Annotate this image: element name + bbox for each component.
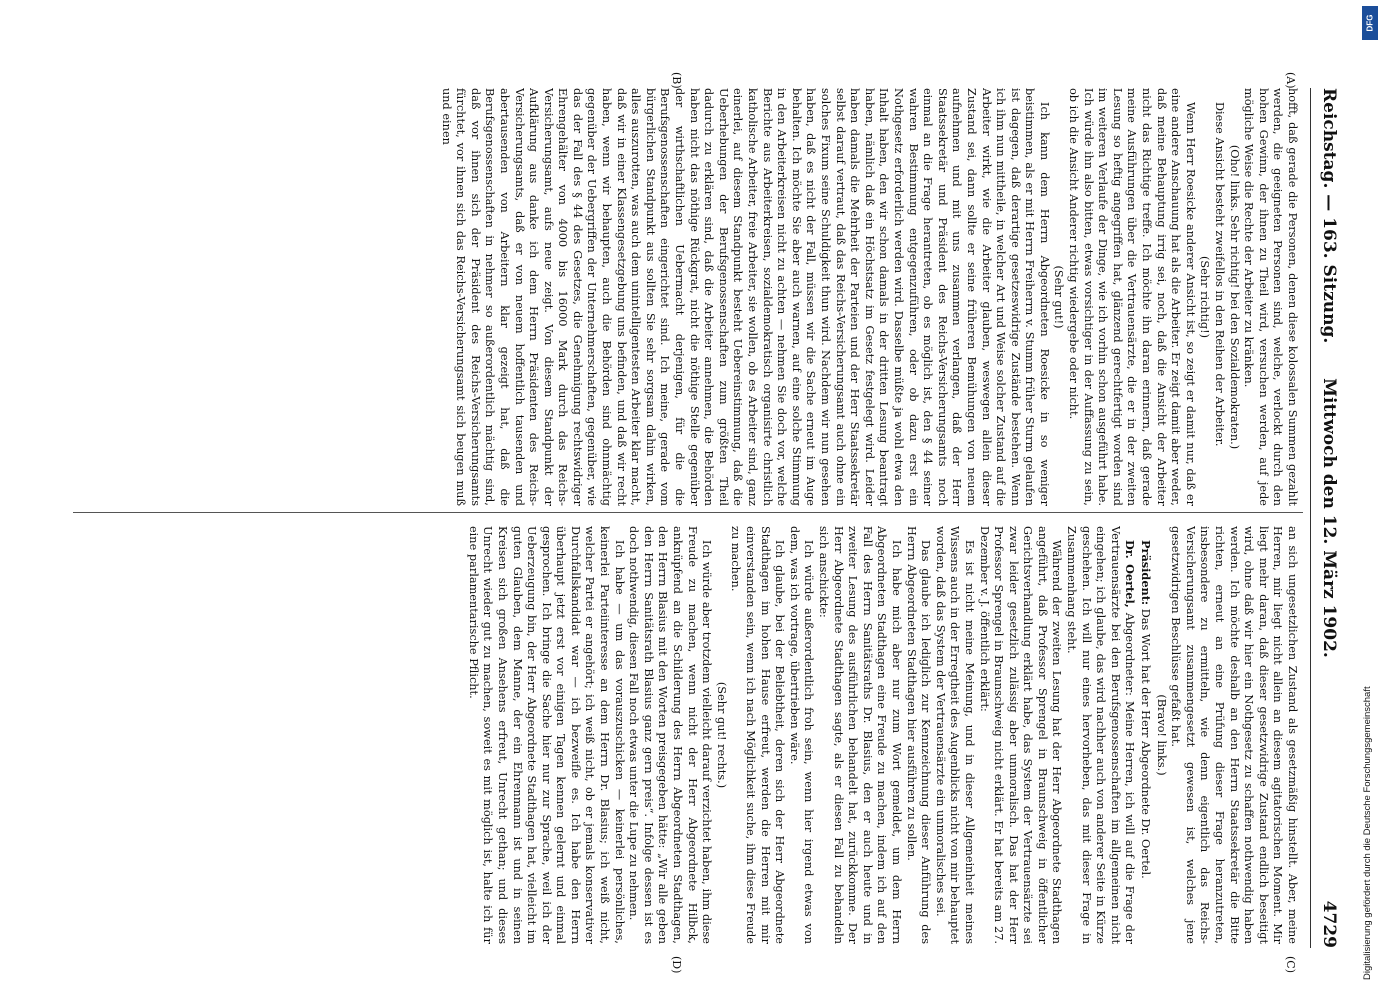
paragraph: hofft, daß gerade die Personen, denen diese kolossalen Summen gezahlt werden, die geeigneten Personen sind, welche, verlockt durch den hohen Gewinn, der ihnen zu Theil wird, versuchen werden, auf jede mögliche Weise die Rechte der Arbeiter zu kränken.: [1242, 88, 1299, 506]
speaker-paragraph: [1064, 526, 1138, 944]
paragraph-text: Abgeordneter: Meine Herren, ich will auf die Frage der Vertrauensärzte bei den Berufsgenossenschaften im allgemeinen nicht eingehen; ich glaube, das wird nachher auch von anderer Seite in Kürze geschehen. Ich will nur eines hervorheben, das mit dieser Frage in Zusammenhang steht.: [1065, 526, 1137, 944]
paragraph: Diese Ansicht besteht zweifellos in den Reihen der Arbeiter.: [1213, 102, 1227, 447]
paragraph: Das glaube ich lediglich zur Kennzeichnung dieser Anführung des Herrn Abgeordneten Stadthagen hier ausführen zu sollen.: [904, 526, 933, 944]
paragraph: Während der zweiten Lesung hat der Herr Abgeordnete Stadthagen angeführt, daß Professor Sprengel in Braunschweig in öffentlicher Gerichtsverhandlung erklärt habe, das System der Vertrauensärzte sei zwar leider gesetzlich zulässig aber unmoralisch. Das hat der Herr Professor Sprengel in Braunschweig nicht erklärt. Er hat bereits am 27. Dezember v. J. öffentlich erklärt:: [977, 526, 1064, 944]
paragraph: an sich ungesetzlichen Zustand als gesetzmäßig hinstellt. Aber, meine Herren, mir liegt nicht allein an diesem agitatorischen Moment. Mir liegt mehr daran, daß dieser gesetzwidrige Zustand endlich beseitigt wird, ohne daß wir hier ein Nothgesetz zu schaffen nothwendig haben werden. Ich möchte deshalb an den Herrn Staatssekretär die Bitte richten, erneut an eine Prüfung dieser Frage heranzutreten, insbesondere zu ermitteln, wie denn eigentlich das Reichs-Versicherungsamt zusammengesetzt gewesen ist, welches jene gesetzwidrigen Beschlüsse gefaßt hat.: [1169, 526, 1299, 944]
paragraph: Wenn Herr Roesicke anderer Ansicht ist, so zeigt er damit nur, daß er eine andere Anschauung hat als die Arbeiter. Er zeigt damit aber weder, daß meine Behauptung irrig sei, noch, daß die Ansicht der Arbeiter nicht das Richtige treffe. Ich möchte ihn daran erinnern, daß gerade meine Ausführungen über die Vertrauensärzte, die er in der zweiten Lesung so heftig angegriffen hat, glänzend gerechtfertigt worden sind im weiteren Verlaufe der Dinge, wie ich vorhin schon ausgeführt habe. Ich würde ihn also bitten, etwas vorsichtiger in der Auffassung zu sein, ob ich die Ansicht Anderer richtig wiedergebe oder nicht.: [1067, 88, 1197, 506]
digitization-credit: [1357, 100, 1379, 980]
page-number: 4729: [1319, 900, 1339, 948]
quotation: Es ist nicht meine Meinung, und in dieser Allgemeinheit meines Wissens auch in der Erregtheit des Augenblicks nicht von mir behauptet worden, daß das System der Vertrauensärzte ein unmoralisches sei.: [933, 526, 976, 944]
right-column: [69, 526, 1299, 944]
paragraph-text: Das Wort hat der Herr Abgeordnete Dr. Oertel.: [1139, 608, 1153, 879]
interjection: (Sehr gut!): [1052, 265, 1066, 329]
credit-text: Digitalisierung gefördert durch die Deutsche Forschungsgemeinschaft: [1362, 686, 1373, 980]
margin-mark-c: (C): [1284, 956, 1297, 973]
header-rule: [1310, 88, 1311, 948]
paragraph: Ich würde aber trotzdem vielleicht darauf verzichtet haben, ihm diese Freude zu machen, wenn nicht der Herr Abgeordnete Hilbck, anknüpfend an die Schilderung des Herrn Abgeordneten Stadthagen, den Herrn Blasius mit den Worten preisgegeben hätte: „Wir alle geben den Herrn Sanitätsrath Blasius ganz gern preis“. Infolge dessen ist es doch nothwendig, diesen Fall noch etwas unter die Lupe zu nehmen.: [627, 526, 714, 944]
speaker-name: Präsident:: [1139, 540, 1154, 606]
interjection: (Bravo! links.): [1154, 694, 1168, 776]
dfg-logo-text: DFG: [1365, 14, 1375, 32]
margin-mark-a: (A): [1284, 72, 1297, 89]
page-header: [1313, 88, 1343, 948]
margin-mark-d: (D): [670, 956, 683, 974]
speaker-name: Dr. Oertel,: [1123, 540, 1138, 608]
column-divider: [73, 512, 1303, 513]
paragraph: Ich kann dem Herrn Abgeordneten Roesicke in so weniger beistimmen, als er mit Herrn Freiherrn v. Stumm früher Sturm gelaufen ist dagegen, daß derartige gesetzeswidrige Zustände bestehen. Wenn ich ihm nun mittheile, in welcher Art und Weise solcher Zustand auf die Arbeiter wirkt, wie die Arbeiter glauben, weswegen allein dieser Zustand sei, dann sollte er seine früheren Bemühungen von neuem aufnehmen und mit uns zusammen verlangen, daß der Herr Staatssekretär und Präsident des Reichs-Versicherungsamts noch einmal an die Frage herantreten, ob es möglich ist, den § 44 seiner wahren Bestimmung entgegenzuführen, oder ob dazu erst ein Nothgesetz erforderlich werden wird. Dasselbe müßte ja wohl etwa den Inhalt haben, den wir schon damals in der dritten Lesung beantragt haben, nämlich daß ein Höchstsatz im Gesetz festgelegt wird. Leider haben damals die Mehrheit der Parteien und der Herr Staatssekretär selbst darauf vertraut, daß das Reichs-Versicherungsamt auch ohne ein solches Fixum seine Schuldigkeit thun wird. Nachdem wir nun gesehen haben, daß es nicht der Fall, müssen wir die Sache erneut im Auge behalten. Ich möchte Sie aber auch warnen, auf eine solche Stimmung in den Arbeiterkreisen nicht zu achten — nehmen Sie doch vor, welche Berichte aus Arbeiterkreisen, sozialdemokratisch organisirte christlich katholische Arbeiter, freie Arbeiter, sie wollen, ob es Arbeiter sind, ganz einerlei, auf diesem Standpunkt besteht Uebereinstimmung, daß die Ueberhebungen der Berufsgenossenschaften zum größten Theil dadurch zu erklären sind, daß die Arbeiter annehmen, die Behörden haben nicht das nöthige Rückgrat, nicht die nöthige Stelle gegenüber der wirthschaftlichen Uebermacht derjenigen, für die die Berufsgenossenschaften eingerichtet sind. Ich meine, gerade vom bürgerlichen Standpunkt aus sollten Sie sehr sorgsam dahin wirken, alles auszurotten, was auch dem unintelligentesten Arbeiter klar macht, daß wir in einer Klassengesetzgebung uns befinden, und daß wir recht haben, wenn wir behaupten, auch die Behörden sind ohnmächtig gegenüber der Uebergriffen der Unternehmerschaften, gegenüber, wie das der Fall des § 44 des Gesetzes, die Genehmigung rechtswidriger Ehrengehälter von 4000 bis 16000 Mark durch das Reichs-Versicherungsamt, aufs neue zeigt. Von diesem Standpunkt der Aufklärung aus danke ich dem Herrn Präsidenten des Reichs-Versicherungsamts, daß er von neuem hoffentlich tausenden und abertausenden von Arbeitern klar gezeigt hat, daß die Berufsgenossenschaften in nehmer so außerordentlich mächtig sind, daß vor ihnen sich der Präsident des Reichs-Versicherungsamts fürchtet, vor ihnen sich das Reichs-Versicherungsamt sich beugen muß und einen: [439, 88, 1051, 506]
margin-mark-b: (B): [670, 72, 683, 89]
paragraph: Ich habe mich aber nur zum Wort gemeldet, um dem Herrn Abgeordneten Stadthagen eine Freude zu machen, indem ich auf den Fall des Herrn Sanitätsraths Dr. Blasius, den er auch heute und in zweiter Lesung des ausführlichen behandelt hat, zurückkomme. Der Herr Abgeordnete Stadthagen sagte, als er diesen Fall zu behandeln sich anschickte:: [817, 526, 903, 944]
left-column: [69, 88, 1299, 506]
interjection: (Sehr richtig!): [1198, 255, 1212, 339]
quotation: Ich würde außerordentlich froh sein, wenn hier irgend etwas von dem, was ich vortrage, übertrieben wäre.: [787, 526, 816, 944]
interjection: (Sehr gut! rechts.): [714, 681, 728, 789]
paragraph: Ich glaube, bei der Beliebtheit, deren sich der Herr Abgeordnete Stadthagen im hohen Hause erfreut, werden die Herren mit mir einverstanden sein, wenn ich nach Möglichkeit suche, ihm diese Freude zu machen.: [729, 526, 787, 944]
speaker-paragraph: [1137, 526, 1153, 944]
header-session: Reichstag. — 163. Sitzung.: [1319, 88, 1339, 344]
paragraph: Ich habe — um das vorauszuschicken — keinerlei persönliches, keinerlei Parteiinteresse an dem Herrn Dr. Blasius; ich weiß nicht, welcher Partei er angehört; ich weiß nicht, ob er jemals konservativer Durchfallskandidat war — ich bezweifle es. Ich habe den Herrn überhaupt jetzt erst vor einigen Tagen kennen gelernt und einmal gesprochen. Ich bringe die Sache hier nur zur Sprache, weil ich der Ueberzeugung bin, der Herr Abgeordnete Stadthagen hat, vielleicht im guten Glauben, dem Manne, der ein Ehrenmann ist und in seinen Kreisen sich großen Ansehens erfreut, Unrecht gethan; und dieses Unrecht wieder gut zu machen, soweit es mit möglich ist, halte ich für eine parlamentarische Pflicht.: [466, 526, 626, 944]
dfg-logo: [1362, 6, 1378, 40]
header-date: Mittwoch den 12. März 1902.: [1319, 378, 1339, 658]
interjection: (Oho! links. Sehr richtig! bei den Sozialdemokraten.): [1227, 144, 1241, 450]
